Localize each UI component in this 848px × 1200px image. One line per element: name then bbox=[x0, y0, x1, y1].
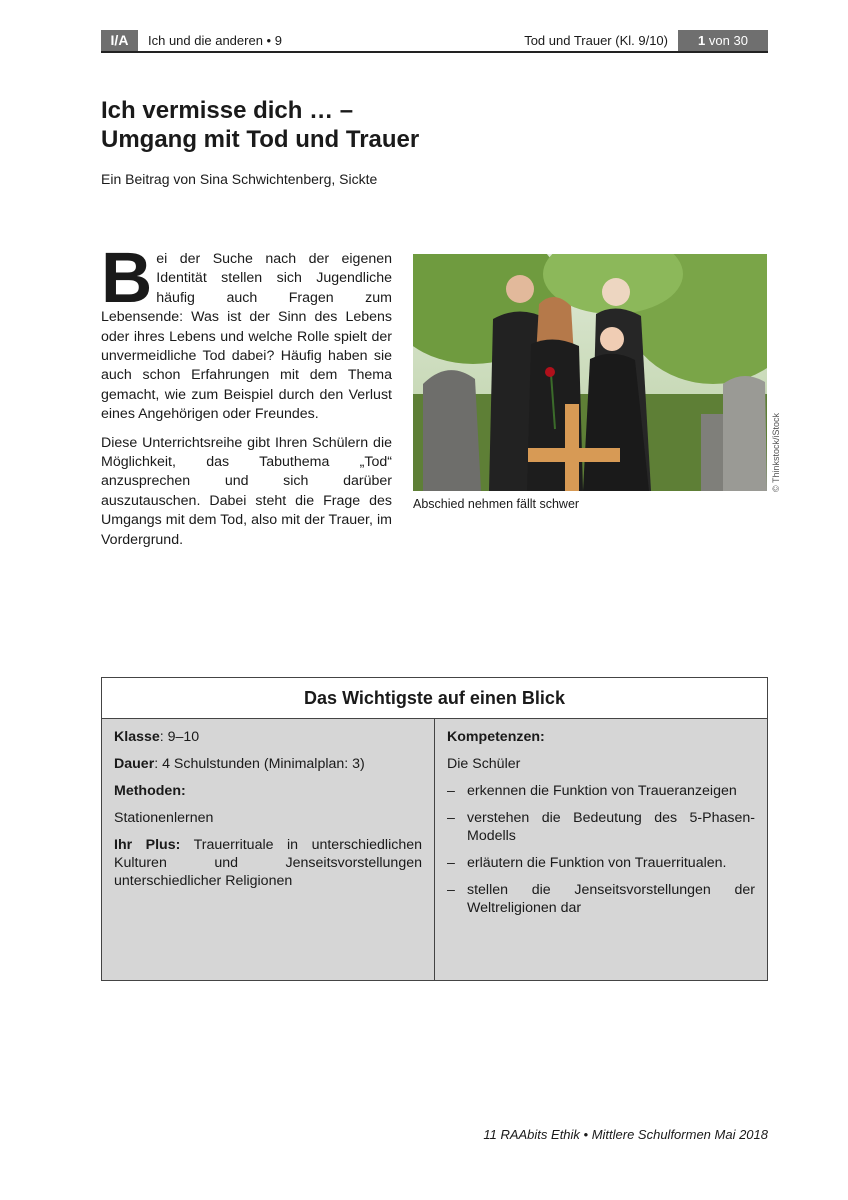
photo-caption: Abschied nehmen fällt schwer bbox=[413, 497, 580, 511]
dauer-value: : 4 Schulstunden (Minimalplan: 3) bbox=[154, 756, 365, 772]
dauer-row bbox=[114, 755, 422, 773]
kompetenzen-label: Kompetenzen: bbox=[447, 729, 545, 745]
methoden-label: Methoden: bbox=[114, 783, 186, 799]
page-title bbox=[101, 96, 419, 154]
page-total: von 30 bbox=[708, 33, 748, 48]
methoden-value: Stationenlernen bbox=[114, 810, 214, 826]
title-line-2: Umgang mit Tod und Trauer bbox=[101, 126, 420, 153]
funeral-photo bbox=[413, 254, 767, 491]
author-line: Ein Beitrag von Sina Schwichtenberg, Sickte bbox=[101, 171, 378, 187]
page-indicator bbox=[678, 30, 768, 51]
list-item: – erläutern die Funktion von Trauerritualen. bbox=[447, 854, 755, 872]
klasse-value: : 9–10 bbox=[159, 729, 200, 745]
summary-box-right-column bbox=[435, 719, 767, 980]
page-footer: 11 RAAbits Ethik • Mittlere Schulformen Mai 2018 bbox=[483, 1127, 768, 1142]
plus-row bbox=[114, 836, 422, 890]
intro-text bbox=[101, 239, 392, 550]
section-badge: I/A bbox=[101, 30, 138, 51]
list-item: – verstehen die Bedeutung des 5-Phasen-Modells bbox=[447, 809, 755, 845]
drop-cap: B bbox=[101, 239, 153, 318]
plus-value: Trauerrituale in unterschiedlichen Kulturen und Jenseitsvorstellungen unterschiedlicher Religionen bbox=[114, 837, 422, 889]
header-rule bbox=[101, 51, 768, 53]
summary-box bbox=[101, 677, 768, 981]
list-item: – erkennen die Funktion von Traueranzeigen bbox=[447, 782, 755, 800]
klasse-row bbox=[114, 728, 422, 746]
intro-paragraph-1-text: ei der Suche nach der eigenen Identität stellen sich Jugendliche häufig auch Fragen zum Lebensende: Was ist der Sinn des Lebens oder ihres Lebens und welche Rolle spielt der unvermeidliche Tod dabei? Häufig haben sie auch schon Erfahrungen mit dem Thema gemacht, wie zum Beispiel durch den Verlust eines Angehörigen oder Freundes. bbox=[101, 251, 392, 423]
page-current: 1 bbox=[698, 33, 706, 48]
kompetenzen-list bbox=[447, 782, 755, 917]
kompetenzen-intro: Die Schüler bbox=[447, 756, 521, 772]
photo-credit: © Thinkstock/iStock bbox=[771, 413, 781, 492]
title-line-1: Ich vermisse dich … – bbox=[101, 97, 354, 124]
list-item: – stellen die Jenseitsvorstellungen der Weltreligionen dar bbox=[447, 881, 755, 917]
chapter-label: Ich und die anderen • 9 bbox=[148, 33, 282, 48]
intro-paragraph-1 bbox=[101, 239, 392, 425]
plus-label: Ihr Plus: bbox=[114, 837, 181, 853]
summary-box-left-column bbox=[102, 719, 435, 980]
dauer-label: Dauer bbox=[114, 756, 155, 772]
summary-box-heading: Das Wichtigste auf einen Blick bbox=[102, 678, 767, 719]
topic-label: Tod und Trauer (Kl. 9/10) bbox=[524, 33, 668, 48]
funeral-photo-illustration bbox=[413, 254, 767, 491]
klasse-label: Klasse bbox=[114, 729, 160, 745]
intro-paragraph-2: Diese Unterrichtsreihe gibt Ihren Schülern die Möglichkeit, das Tabuthema „Tod“ anzusprechen und sich darüber auszutauschen. Dabei steht die Frage des Umgangs mit dem Tod, also mit der Trauer, im Vordergrund. bbox=[101, 434, 392, 548]
